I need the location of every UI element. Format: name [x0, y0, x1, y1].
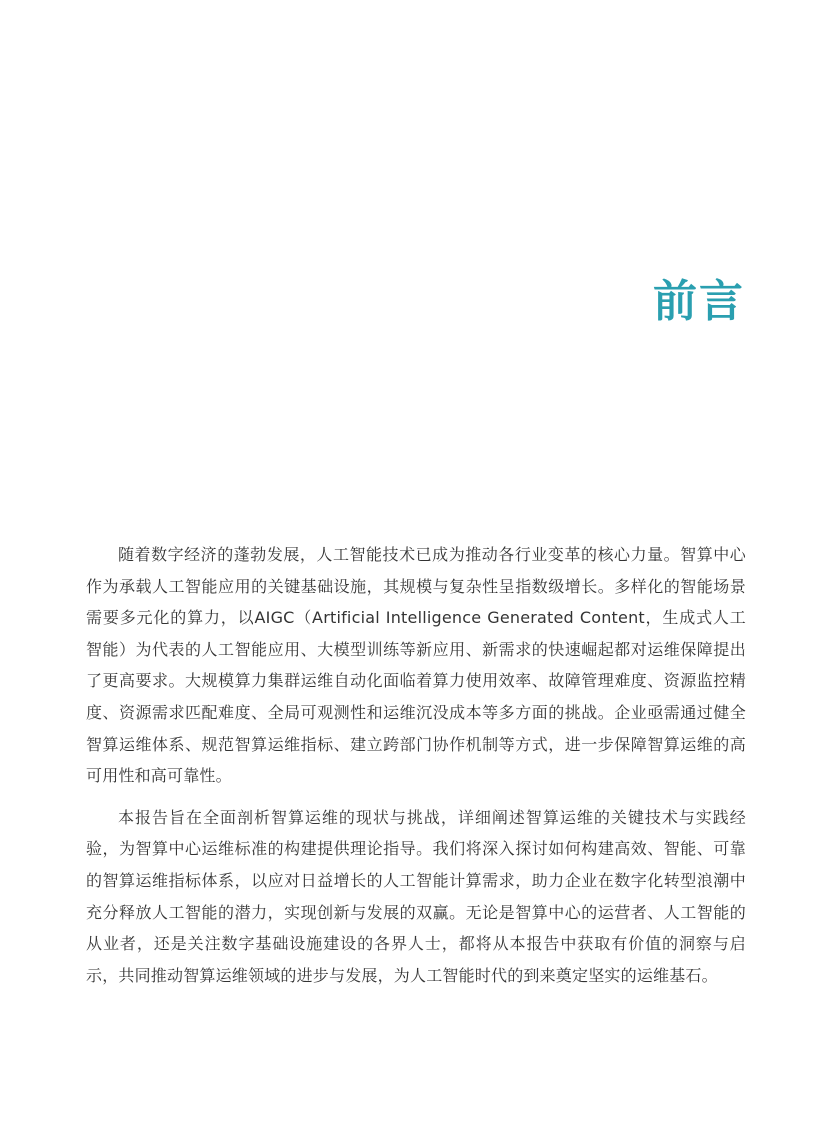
body-text	[86, 539, 746, 1001]
page-title: 前言	[653, 276, 745, 327]
paragraph-1: 随着数字经济的蓬勃发展，人工智能技术已成为推动各行业变革的核心力量。智算中心作为承载人工智能应用的关键基础设施，其规模与复杂性呈指数级增长。多样化的智能场景需要多元化的算力，以AIGC（Artificial Intelligence Generated Content，生成式人工智能）为代表的人工智能应用、大模型训练等新应用、新需求的快速崛起都对运维保障提出了更高要求。大规模算力集群运维自动化面临着算力使用效率、故障管理难度、资源监控精度、资源需求匹配难度、全局可观测性和运维沉没成本等多方面的挑战。企业亟需通过健全智算运维体系、规范智算运维指标、建立跨部门协作机制等方式，进一步保障智算运维的高可用性和高可靠性。	[86, 545, 746, 786]
paragraph-2: 本报告旨在全面剖析智算运维的现状与挑战，详细阐述智算运维的关键技术与实践经验，为智算中心运维标准的构建提供理论指导。我们将深入探讨如何构建高效、智能、可靠的智算运维指标体系，以应对日益增长的人工智能计算需求，助力企业在数字化转型浪潮中充分释放人工智能的潜力，实现创新与发展的双赢。无论是智算中心的运营者、人工智能的从业者，还是关注数字基础设施建设的各界人士，都将从本报告中获取有价值的洞察与启示，共同推动智算运维领域的进步与发展，为人工智能时代的到来奠定坚实的运维基石。	[86, 807, 746, 985]
